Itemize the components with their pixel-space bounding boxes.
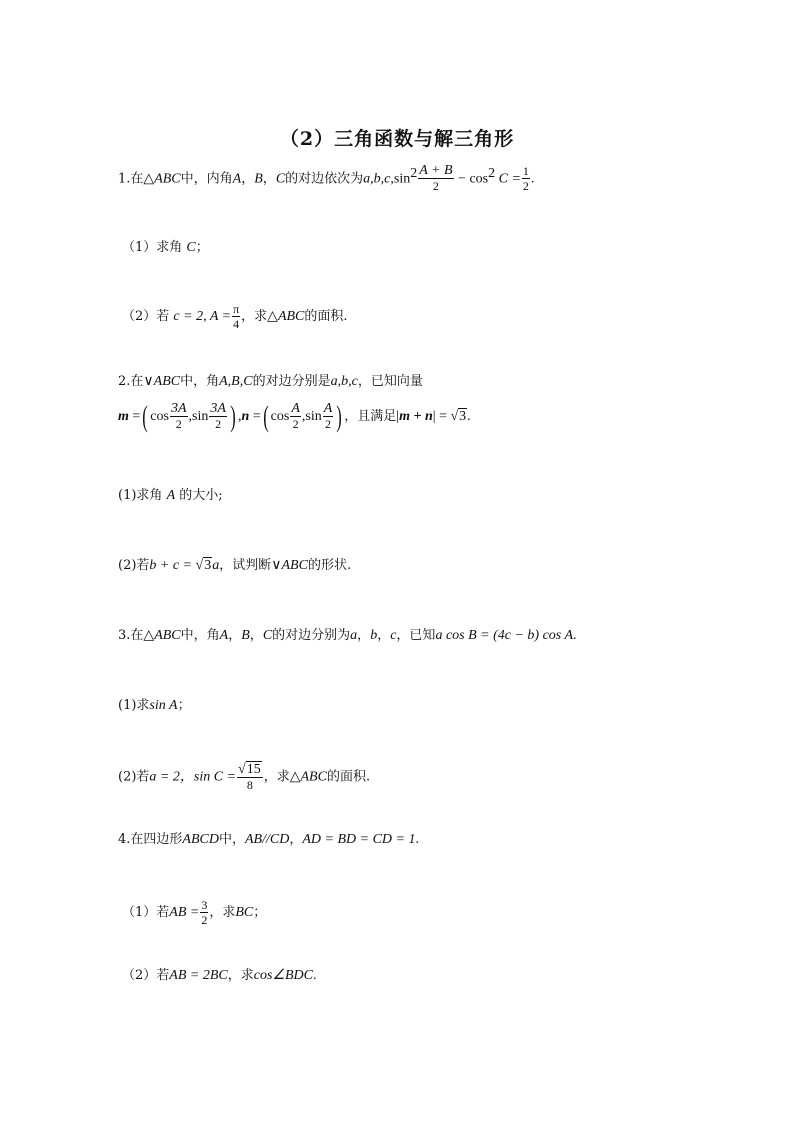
fraction: $\frac{3}{2}$ bbox=[201, 898, 208, 927]
problem-1-q2: （2）若 c = 2, A = $\frac{\pi}{4}$ ，求△ABC的面积. bbox=[122, 302, 348, 331]
problem-1-q1: （1）求角 C； bbox=[122, 240, 209, 255]
fraction: $\frac{√15}{8}$ bbox=[238, 762, 261, 792]
problem-4-q2: （2）若AB = 2BC，求cos∠BDC. bbox=[122, 968, 317, 983]
problem-2-stem: 2.在∨ABC中，角A,B,C的对边分别是a,b,c，已知向量 bbox=[118, 374, 423, 389]
sqrt: √3 bbox=[195, 558, 212, 573]
problem-1-stem: 1.在△ABC中，内角A，B，C的对边依次为$a,b,c,\sin^2$ $\frac{A + B}{2}$ − $\cos^2 C$ = $\frac{1}{2}$ . bbox=[118, 163, 535, 194]
problem-4-q1: （1）若AB = $\frac{3}{2}$ ，求BC； bbox=[122, 898, 267, 927]
problem-2-vectors: m =( cos $\frac{3A}{2}$ ,sin $\frac{3A}{2}$ ) ,n =( cos $\frac{A}{2}$ ,sin $\frac{A}{2}$ ) ，且满足|m + n| = √3. bbox=[118, 399, 471, 433]
fraction: $\frac{\pi}{4}$ bbox=[233, 302, 240, 331]
fraction: $\frac{A}{2}$ bbox=[323, 401, 333, 431]
problem-4-stem: 4.在四边形ABCD中，AB//CD，AD = BD = CD = 1. bbox=[118, 832, 419, 847]
problem-2-q1: (1)求角 A 的大小; bbox=[118, 488, 223, 503]
fraction: $\frac{3A}{2}$ bbox=[210, 401, 226, 431]
fraction: $\frac{3A}{2}$ bbox=[170, 401, 187, 431]
page-title: （2）三角函数与解三角形 bbox=[279, 128, 515, 150]
sqrt: √3 bbox=[450, 409, 467, 424]
fraction: $\frac{A}{2}$ bbox=[291, 401, 300, 431]
fraction: $\frac{1}{2}$ bbox=[522, 164, 529, 194]
problem-3-q2: (2)若a = 2，sin C = $\frac{√15}{8}$ ，求△ABC的面积. bbox=[118, 762, 371, 792]
problem-3-q1: (1)求sin A； bbox=[118, 698, 191, 713]
problem-2-q2: (2)若b + c = √3a，试判断∨ABC的形状. bbox=[118, 556, 351, 576]
problem-3-stem: 3.在△ABC中，角A，B，C的对边分别为a，b，c，已知a cos B = (4c − b) cos A. bbox=[118, 628, 577, 643]
fraction: $\frac{A + B}{2}$ bbox=[419, 163, 453, 194]
